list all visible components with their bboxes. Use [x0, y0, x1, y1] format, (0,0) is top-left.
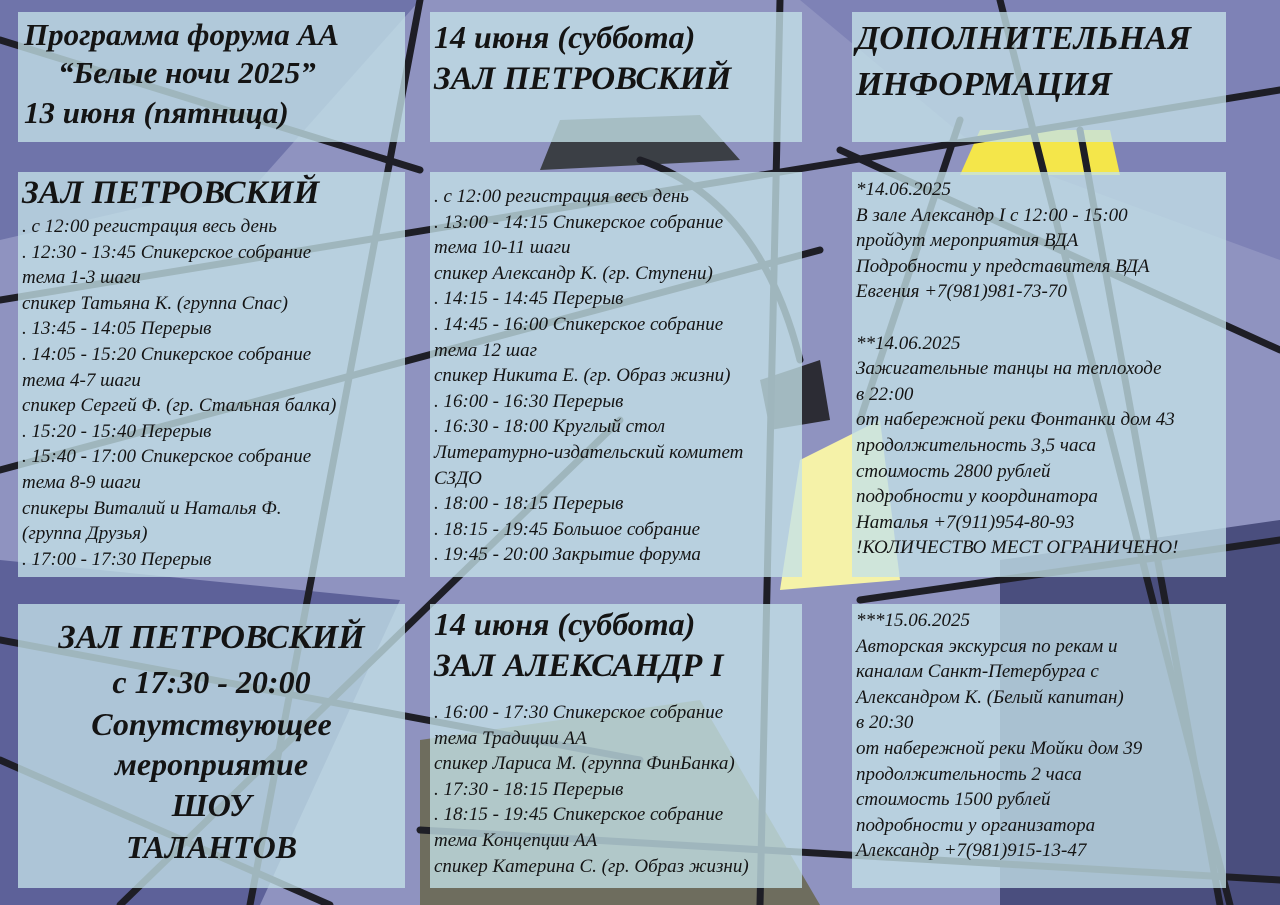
friday-petrovsky-schedule-panel [18, 172, 405, 577]
saturday-petrovsky-schedule-panel [430, 172, 802, 577]
schedule-line: спикер Сергей Ф. (гр. Стальная балка) [22, 395, 337, 417]
info-line: Александр +7(981)915-13-47 [856, 840, 1087, 862]
info-line: В зале Александр I с 12:00 - 15:00 [856, 204, 1128, 226]
friday-schedule-list [22, 214, 401, 572]
info-line: каналам Санкт-Петербурга с [856, 661, 1099, 683]
saturday-date: 14 июня (суббота) [434, 19, 696, 55]
talent-show-time: с 17:30 - 20:00 [112, 664, 311, 700]
additional-info-line-2: ИНФОРМАЦИЯ [856, 66, 1112, 103]
schedule-line: . 12:30 - 13:45 Спикерское собрание [22, 241, 312, 263]
info-line: Наталья +7(911)954-80-93 [856, 511, 1075, 533]
schedule-line: спикер Александр К. (гр. Ступени) [434, 262, 713, 284]
alexander-schedule-list [434, 700, 798, 879]
hall-alexander-title: ЗАЛ АЛЕКСАНДР I [434, 648, 724, 684]
info-line: Подробности у представителя ВДА [856, 255, 1150, 277]
schedule-line: . 18:15 - 19:45 Спикерское собрание [434, 804, 724, 826]
additional-info-line-1: ДОПОЛНИТЕЛЬНАЯ [856, 20, 1192, 57]
schedule-line: тема 12 шаг [434, 339, 538, 361]
schedule-line: . 14:05 - 15:20 Спикерское собрание [22, 343, 312, 365]
talent-show-panel [18, 604, 405, 888]
info-line: !КОЛИЧЕСТВО МЕСТ ОГРАНИЧЕНО! [856, 537, 1179, 559]
info-line: от набережной реки Мойки дом 39 [856, 737, 1143, 759]
talent-show-line-2: мероприятие [114, 746, 309, 782]
schedule-line: . 16:00 - 16:30 Перерыв [434, 390, 624, 412]
info-june-14-list [856, 177, 1222, 561]
schedule-line: . 16:30 - 18:00 Круглый стол [434, 416, 666, 438]
info-line: Авторская экскурсия по рекам и [856, 635, 1118, 657]
schedule-line: спикер Татьяна К. (группа Спас) [22, 292, 289, 314]
schedule-line: . 15:40 - 17:00 Спикерское собрание [22, 446, 312, 468]
schedule-line: спикер Катерина С. (гр. Образ жизни) [434, 855, 749, 877]
schedule-line: тема 1-3 шаги [22, 267, 141, 289]
schedule-line: тема Концепции АА [434, 829, 598, 851]
forum-title-panel [18, 12, 405, 142]
schedule-line: . 19:45 - 20:00 Закрытие форума [434, 544, 701, 566]
day-friday-date: 13 июня (пятница) [24, 95, 289, 130]
schedule-line: . с 12:00 регистрация весь день [22, 216, 277, 237]
saturday-alexander-panel [430, 604, 802, 888]
talent-show-line-3: ШОУ [171, 787, 252, 823]
schedule-line: . с 12:00 регистрация весь день [434, 186, 689, 207]
schedule-line: . 18:00 - 18:15 Перерыв [434, 493, 624, 515]
saturday-petrovsky-schedule-list [434, 184, 798, 568]
schedule-line: . 13:00 - 14:15 Спикерское собрание [434, 211, 724, 233]
info-line: продолжительность 3,5 часа [856, 434, 1096, 456]
info-line: подробности у координатора [856, 486, 1098, 508]
hall-petrovsky-title: ЗАЛ ПЕТРОВСКИЙ [434, 61, 732, 97]
info-line: в 22:00 [856, 383, 914, 405]
info-line: Евгения +7(981)981-73-70 [856, 281, 1067, 303]
schedule-line: тема 8-9 шаги [22, 471, 141, 493]
info-line: Александром К. (Белый капитан) [856, 686, 1124, 708]
info-line: от набережной реки Фонтанки дом 43 [856, 409, 1175, 431]
schedule-line: тема Традиции АА [434, 727, 587, 749]
talent-show-line-4: ТАЛАНТОВ [125, 829, 298, 865]
schedule-line: (группа Друзья) [22, 523, 148, 545]
info-line: продолжительность 2 часа [856, 763, 1082, 785]
saturday-petrovsky-header-panel [430, 12, 802, 142]
schedule-line: . 17:30 - 18:15 Перерыв [434, 778, 624, 800]
forum-title-line-2: “Белые ночи 2025” [58, 55, 316, 90]
alexander-saturday-date: 14 июня (суббота) [434, 606, 696, 642]
schedule-line: . 14:15 - 14:45 Перерыв [434, 288, 624, 310]
info-line: ***15.06.2025 [856, 610, 970, 631]
schedule-line: . 18:15 - 19:45 Большое собрание [434, 518, 701, 540]
schedule-line: . 13:45 - 14:05 Перерыв [22, 318, 212, 340]
talent-show-hall: ЗАЛ ПЕТРОВСКИЙ [58, 619, 365, 656]
schedule-line: спикер Лариса М. (группа ФинБанка) [434, 753, 735, 775]
forum-title-line-1: Программа форума АА [24, 17, 339, 52]
info-line: стоимость 1500 рублей [856, 789, 1051, 811]
schedule-line: спикеры Виталий и Наталья Ф. [22, 497, 282, 519]
schedule-line: СЗДО [434, 467, 482, 489]
schedule-line: Литературно-издательский комитет [434, 441, 744, 463]
schedule-line: . 15:20 - 15:40 Перерыв [22, 420, 212, 442]
schedule-line: тема 4-7 шаги [22, 369, 141, 391]
schedule-line: спикер Никита Е. (гр. Образ жизни) [434, 365, 731, 387]
info-june-15-panel [852, 604, 1226, 888]
additional-info-header-panel [852, 12, 1226, 142]
info-line [856, 305, 1222, 331]
info-line: подробности у организатора [856, 814, 1096, 836]
info-line: Зажигательные танцы на теплоходе [856, 358, 1162, 380]
friday-hall-title: ЗАЛ ПЕТРОВСКИЙ [22, 175, 320, 211]
info-june-15-list [856, 608, 1222, 864]
talent-show-line-1: Сопутствующее [91, 706, 332, 742]
info-line: пройдут мероприятия ВДА [856, 230, 1079, 252]
info-line: *14.06.2025 [856, 179, 951, 200]
schedule-line: тема 10-11 шаги [434, 237, 571, 259]
info-line: стоимость 2800 рублей [856, 460, 1051, 482]
info-line: в 20:30 [856, 712, 914, 734]
info-june-14-panel [852, 172, 1226, 577]
schedule-line: . 16:00 - 17:30 Спикерское собрание [434, 702, 724, 723]
schedule-line: . 17:00 - 17:30 Перерыв [22, 548, 212, 570]
info-line: **14.06.2025 [856, 332, 961, 354]
schedule-line: . 14:45 - 16:00 Спикерское собрание [434, 313, 724, 335]
